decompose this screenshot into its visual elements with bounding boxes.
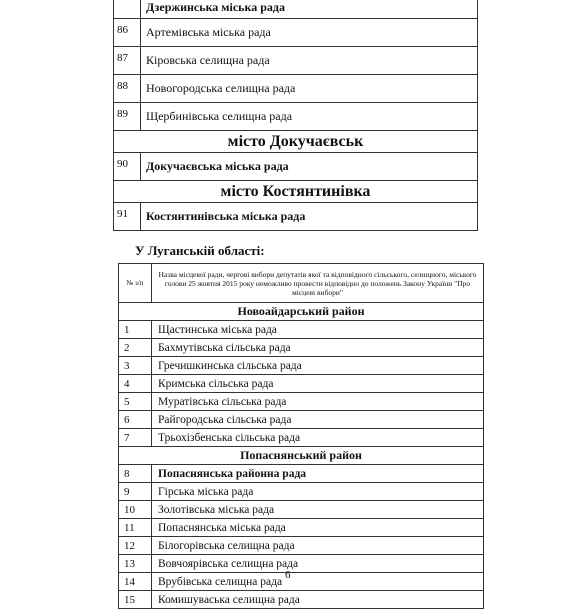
table-row (114, 153, 478, 181)
table-row (119, 483, 484, 501)
header-title: Назва місцевої ради, чергові вибори депутатів якої та відповідного сільського, селищного, міського голови 25 жовтня 2015 року неможливо провести відповідно до положень Закону України "Про місцеві вибори" (152, 264, 484, 303)
district-heading: Попаснянський район (119, 447, 484, 465)
table-row (119, 357, 484, 375)
table-row (119, 519, 484, 537)
row-number: 15 (119, 591, 152, 609)
row-number: 1 (119, 321, 152, 339)
council-name: Артемівська міська рада (141, 19, 478, 47)
council-name: Врубівська селищна рада (152, 573, 484, 591)
table-header-row (119, 264, 484, 303)
table-row (119, 411, 484, 429)
page-number: 6 (285, 569, 291, 581)
council-name: Райгородська сільська рада (152, 411, 484, 429)
row-number: 90 (114, 153, 141, 181)
council-name: Муратівська сільська рада (152, 393, 484, 411)
table-row (114, 203, 478, 231)
council-name: Трьохізбенська сільська рада (152, 429, 484, 447)
group-header-row (114, 131, 478, 153)
council-name: Щастинська міська рада (152, 321, 484, 339)
group-header-row (119, 303, 484, 321)
table-row (119, 429, 484, 447)
council-name: Костянтинівська міська рада (141, 203, 478, 231)
table-row (119, 573, 484, 591)
row-number: 9 (119, 483, 152, 501)
table-row (119, 555, 484, 573)
table-row (119, 375, 484, 393)
table-row (119, 321, 484, 339)
district-heading: Новоайдарський район (119, 303, 484, 321)
city-group-heading: місто Костянтинівка (114, 181, 478, 203)
council-name: Дзержинська міська рада (141, 0, 478, 19)
header-number: № з/п (119, 264, 152, 303)
row-number: 86 (114, 19, 141, 47)
table-row (119, 393, 484, 411)
row-number: 10 (119, 501, 152, 519)
row-number: 91 (114, 203, 141, 231)
council-name: Кіровська селищна рада (141, 47, 478, 75)
table-row (114, 75, 478, 103)
row-number (114, 0, 141, 19)
row-number: 11 (119, 519, 152, 537)
row-number: 2 (119, 339, 152, 357)
table-row (119, 537, 484, 555)
table-row (114, 19, 478, 47)
table-row (119, 465, 484, 483)
row-number: 4 (119, 375, 152, 393)
council-name: Попаснянська районна рада (152, 465, 484, 483)
row-number: 3 (119, 357, 152, 375)
row-number: 8 (119, 465, 152, 483)
council-name: Комишуваська селищна рада (152, 591, 484, 609)
council-name: Кримська сільська рада (152, 375, 484, 393)
council-name: Попаснянська міська рада (152, 519, 484, 537)
row-number: 7 (119, 429, 152, 447)
council-name: Білогорівська селищна рада (152, 537, 484, 555)
council-name: Щербинівська селищна рада (141, 103, 478, 131)
table-row (119, 591, 484, 609)
group-header-row (119, 447, 484, 465)
table-row (114, 103, 478, 131)
council-name: Гречишкинська сільська рада (152, 357, 484, 375)
row-number: 6 (119, 411, 152, 429)
council-name: Золотівська міська рада (152, 501, 484, 519)
row-number: 13 (119, 555, 152, 573)
council-name: Докучаєвська міська рада (141, 153, 478, 181)
row-number: 14 (119, 573, 152, 591)
table-row (119, 339, 484, 357)
council-name: Новогородська селищна рада (141, 75, 478, 103)
city-group-heading: місто Докучаєвськ (114, 131, 478, 153)
council-name: Гірська міська рада (152, 483, 484, 501)
council-name: Вовчоярівська селищна рада (152, 555, 484, 573)
row-number: 88 (114, 75, 141, 103)
donetsk-continuation-table (113, 0, 478, 231)
row-number: 89 (114, 103, 141, 131)
luhansk-region-heading: У Луганській області: (135, 243, 265, 258)
row-number: 5 (119, 393, 152, 411)
row-number: 12 (119, 537, 152, 555)
row-number: 87 (114, 47, 141, 75)
table-row (119, 501, 484, 519)
luhansk-table (118, 263, 484, 609)
table-row (114, 47, 478, 75)
group-header-row (114, 181, 478, 203)
council-name: Бахмутівська сільська рада (152, 339, 484, 357)
